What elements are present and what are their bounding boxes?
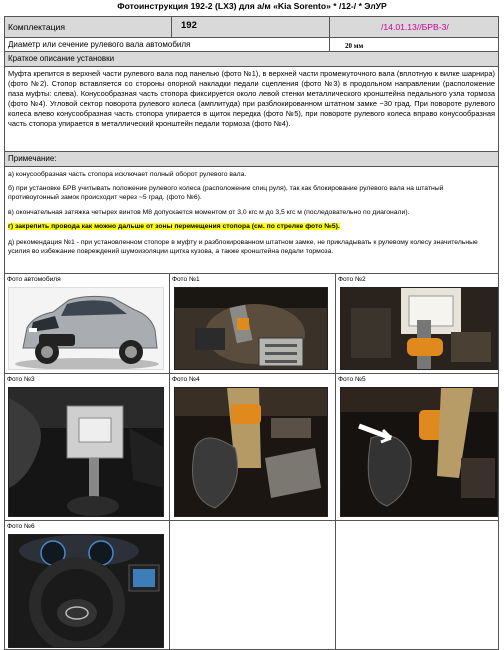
divider (5, 166, 498, 167)
divider (171, 17, 172, 37)
notes-section (4, 151, 499, 274)
kit-code: БРВ-3/ (421, 22, 449, 32)
photo-5 (340, 387, 498, 517)
note-d: д) рекомендация №1 - при установленном стопоре в муфту и разблокированном штатном замке, не прикладывать к рулевому колесу значительные усилия во избежание повреждений шумоизоляции щитка кузова, а также кронштейна педали тормоза. (8, 239, 478, 256)
photo-5-label: Фото №5 (338, 376, 366, 383)
photo-1-label: Фото №1 (172, 276, 200, 283)
kit-label: Комплектация (8, 22, 65, 32)
divider (5, 520, 498, 521)
divider (329, 17, 330, 37)
divider (169, 520, 170, 649)
page-title: Фотоинструкция 192-2 (LX3) для а/м «Kia Sorento» * /12-/ * ЭлУР (117, 1, 387, 11)
photo-4 (174, 387, 328, 517)
diameter-value: 20 мм (345, 42, 364, 50)
diameter-label: Диаметр или сечение рулевого вала автомобиля (8, 40, 191, 49)
install-label: Краткое описание установки (8, 54, 115, 63)
diameter-row (4, 37, 499, 52)
divider (5, 373, 498, 374)
photo-3-label: Фото №3 (7, 376, 35, 383)
photo-6 (8, 534, 164, 648)
note-g-highlight: г) закрепить провода как можно дальше от зоны перемещения стопора (см. по стрелке фото №5). (8, 223, 340, 230)
notes-header-bg (5, 152, 498, 166)
divider (335, 274, 336, 649)
kit-date-text: /14.01.13// (381, 22, 422, 32)
notes-label: Примечание: (8, 154, 57, 163)
photo-car-label: Фото автомобиля (7, 276, 61, 283)
divider (5, 66, 498, 67)
kit-date (381, 22, 449, 32)
install-section (4, 51, 499, 152)
kit-value: 192 (181, 20, 197, 31)
note-a: а) конусообразная часть стопора исключает полный оборот рулевого вала. (8, 171, 247, 178)
photo-2 (340, 287, 498, 370)
divider (329, 38, 330, 51)
car-photo (8, 287, 164, 370)
install-text: Муфта крепится в верхней части рулевого вала под панелью (фото №1), в верхней части промежуточного вала (вплотную к вилке шарнира) (фото №2). Стопор вставляется со стороны опорной накладки педали сцепления (фото №3) в продольном направлении (расположение паза муфты: слева). Конусообразная часть стопора фиксируется около левой стенки металлического кронштейна педального узла тормоза (фото №4). Угловой сектор поворота рулевого колеса (амплитуда) при разблокированном штатном замке ~30 град. При повороте рулевого колеса влево конусообразная часть стопора упирается в щиток передка (фото №5), при повороте рулевого колеса вправо конусообразная часть стопора упирается в металлический кронштейн педали тормоза (фото №4). (8, 69, 495, 128)
photo-6-label: Фото №6 (7, 523, 35, 530)
photo-4-label: Фото №4 (172, 376, 200, 383)
note-v: в) окончательная затяжка четырех винтов М8 допускается моментом от 3,0 кгс м до 3,5 кгс м (последовательно по диагонали). (8, 209, 410, 216)
kit-row (4, 16, 499, 38)
note-g (8, 222, 494, 231)
photo-2-label: Фото №2 (338, 276, 366, 283)
photo-1 (174, 287, 328, 370)
note-b: б) при установке БРВ учитывать положение рулевого колеса (расположение спиц руля), так как блокирование рулевого вала на штатный противоугонный замок происходит через ~5 град. (фото №6). (8, 185, 444, 202)
photo-3 (8, 387, 164, 517)
